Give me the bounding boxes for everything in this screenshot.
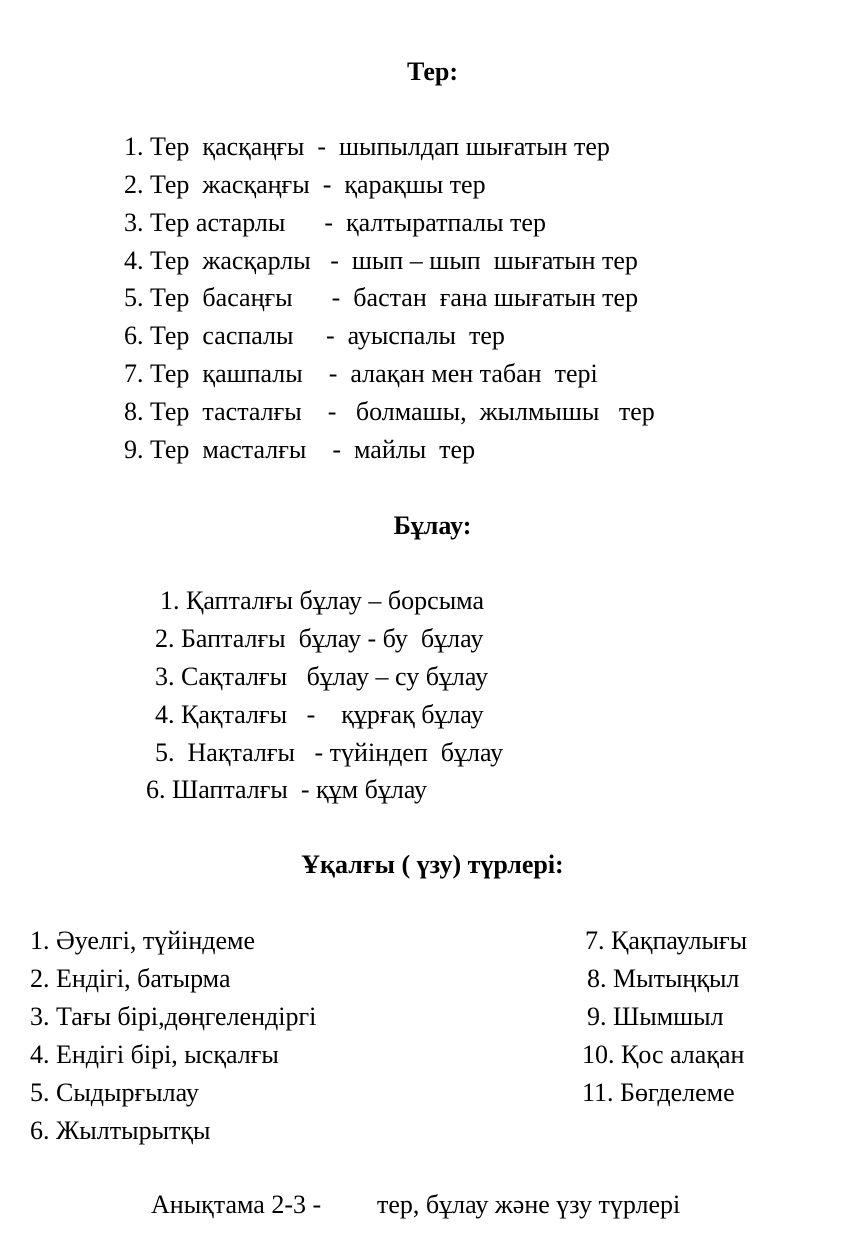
ukalgy-left-item: 6. Жылтырытқы — [30, 1116, 211, 1145]
ukalgy-left-item: 5. Сыдырғылау — [30, 1078, 199, 1107]
bulau-item: 4. Қақталғы - құрғақ бұлау — [155, 700, 484, 729]
bulau-item: 1. Қапталғы бұлау – борсыма — [160, 586, 484, 615]
ter-item: 7. Тер қашпалы - алақан мен табан тері — [124, 359, 598, 388]
ter-item: 9. Тер масталғы - майлы тер — [124, 435, 476, 464]
ukalgy-right-item: 11. Бөгделеме — [582, 1078, 735, 1107]
bulau-item: 3. Сақталғы бұлау – су бұлау — [155, 662, 489, 691]
bulau-item: 2. Бапталғы бұлау - бу бұлау — [155, 624, 484, 653]
bulau-item: 5. Нақталғы - түйіндеп бұлау — [155, 738, 504, 767]
ter-item: 1. Тер қасқаңғы - шыпылдап шығатын тер — [124, 132, 610, 161]
ter-section-title: Тер: — [406, 57, 458, 86]
ter-item: 4. Тер жасқарлы - шып – шып шығатын тер — [124, 246, 638, 275]
ukalgy-right-item: 9. Шымшыл — [587, 1002, 724, 1031]
ter-item: 6. Тер саспалы - ауыспалы тер — [124, 321, 505, 350]
ukalgy-right-item: 8. Мытыңқыл — [587, 964, 740, 993]
ukalgy-left-item: 3. Тағы бірі,дөңгелендіргі — [30, 1002, 317, 1031]
bulau-item: 6. Шапталғы - құм бұлау — [146, 775, 428, 804]
ter-item: 3. Тер астарлы - қалтыратпалы тер — [124, 208, 546, 237]
ukalgy-left-item: 1. Әуелгі, түйіндеме — [30, 926, 256, 955]
ukalgy-left-item: 4. Ендігі бірі, ысқалғы — [30, 1040, 279, 1069]
figure-caption-label: Анықтама 2-3 - — [151, 1190, 322, 1219]
ukalgy-right-item: 10. Қос алақан — [582, 1040, 745, 1069]
ukalgy-right-item: 7. Қақпаулығы — [585, 926, 748, 955]
ter-item: 2. Тер жасқаңғы - қарақшы тер — [124, 170, 486, 199]
ter-item: 5. Тер басаңғы - бастан ғана шығатын тер — [124, 283, 639, 312]
ukalgy-section-title: Ұқалғы ( үзу) түрлері: — [301, 850, 564, 879]
bulau-section-title: Бұлау: — [393, 511, 472, 540]
figure-caption-text: тер, бұлау және үзу түрлері — [377, 1190, 681, 1219]
ter-item: 8. Тер тасталғы - болмашы, жылмышы тер — [124, 397, 655, 426]
ukalgy-left-item: 2. Ендігі, батырма — [30, 964, 231, 993]
